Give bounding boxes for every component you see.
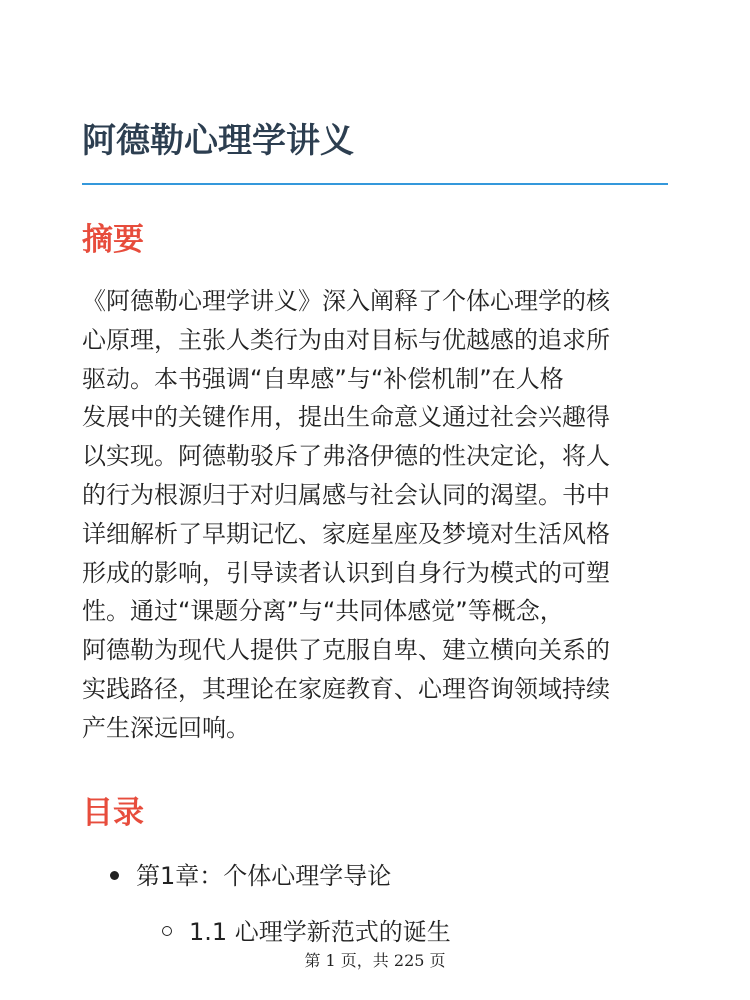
toc-item-label: 1.1 心理学新范式的诞生 [189,918,451,946]
toc-item-chapter-1[interactable] [110,858,391,894]
abstract-line: 的行为根源归于对归属感与社会认同的渴望。书中 [82,480,610,509]
page-title: 阿德勒心理学讲义 [82,121,354,161]
abstract-line: 发展中的关键作用，提出生命意义通过社会兴趣得 [82,403,610,432]
abstract-heading: 摘要 [82,222,144,258]
toc-item-section-1-1[interactable] [162,914,451,950]
abstract-line: 阿德勒为现代人提供了克服自卑、建立横向关系的 [82,636,610,665]
abstract-line: 驱动。本书强调“自卑感”与“补偿机制”在人格 [82,364,564,393]
abstract-paragraph [82,282,680,748]
title-divider [82,183,668,185]
abstract-line: 《阿德勒心理学讲义》深入阐释了个体心理学的核 [82,287,610,315]
abstract-line: 形成的影响，引导读者认识到自身行为模式的可塑 [82,558,610,587]
abstract-line: 实践路径，其理论在家庭教育、心理咨询领域持续 [82,674,610,703]
toc-heading: 目录 [82,795,144,831]
abstract-line: 产生深远回响。 [82,713,250,742]
abstract-line: 详细解析了早期记忆、家庭星座及梦境对生活风格 [82,519,610,548]
bullet-disc-icon [110,871,119,880]
abstract-line: 性。通过“课题分离”与“共同体感觉”等概念， [82,597,564,626]
abstract-line: 心原理，主张人类行为由对目标与优越感的追求所 [82,325,610,354]
toc-item-label: 第1章：个体心理学导论 [136,862,392,890]
page-footer: 第 1 页，共 225 页 [304,951,446,970]
abstract-line: 以实现。阿德勒驳斥了弗洛伊德的性决定论，将人 [82,442,610,471]
bullet-circle-icon [162,926,172,936]
